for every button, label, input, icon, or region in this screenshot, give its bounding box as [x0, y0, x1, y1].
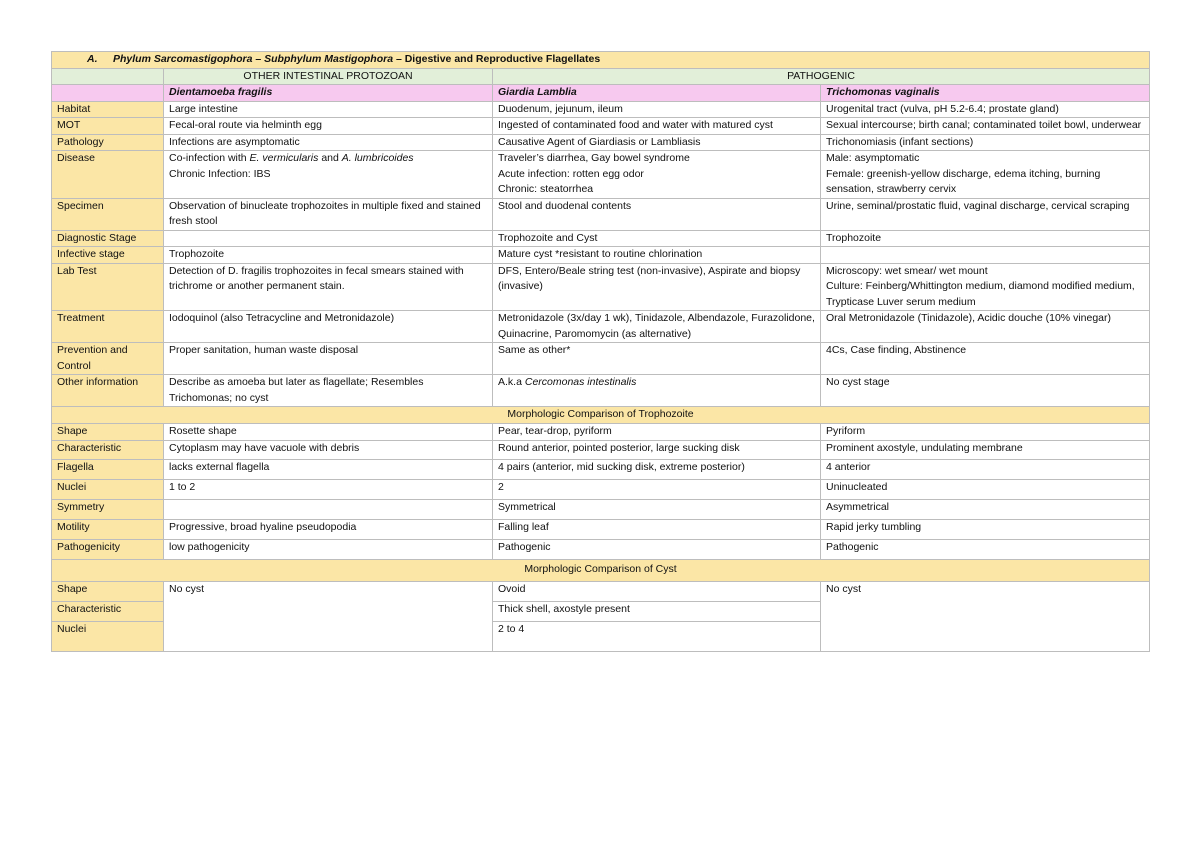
text-span: and	[318, 152, 342, 164]
table-row	[52, 459, 1150, 479]
cell-giardia	[493, 375, 821, 407]
row-label: Shape	[52, 423, 164, 440]
cell-giardia: Stool and duodenal contents	[493, 198, 821, 230]
table-row	[52, 539, 1150, 559]
cell-line: Traveler’s diarrhea, Gay bowel syndrome	[498, 152, 690, 164]
cell-trichomonas: Trichonomiasis (infant sections)	[821, 134, 1150, 151]
row-label: Infective stage	[52, 247, 164, 264]
row-label: Disease	[52, 151, 164, 199]
section-title-trophozoite: Morphologic Comparison of Trophozoite	[52, 407, 1150, 424]
cell-line: Female: greenish-yellow discharge, edema itching, burning sensation, strawberry cervix	[826, 167, 1101, 195]
group-pathogenic: PATHOGENIC	[493, 68, 1150, 85]
cell-giardia: Duodenum, jejunum, ileum	[493, 101, 821, 118]
cell-giardia: 2	[493, 479, 821, 499]
title-tail: Digestive and Reproductive Flagellates	[401, 53, 601, 65]
cell-dientamoeba: low pathogenicity	[164, 539, 493, 559]
cell-giardia: Pear, tear-drop, pyriform	[493, 423, 821, 440]
cell-giardia: Metronidazole (3x/day 1 wk), Tinidazole, Albendazole, Furazolidone, Quinacrine, Paromomycin (as alternative)	[493, 311, 821, 343]
cell-giardia: Ingested of contaminated food and water with matured cyst	[493, 118, 821, 135]
table-row	[52, 423, 1150, 440]
cell-line: Acute infection: rotten egg odor	[498, 167, 644, 180]
cell-dientamoeba: Detection of D. fragilis trophozoites in fecal smears stained with trichrome or another permanent stain.	[164, 263, 493, 311]
cell-dientamoeba: Iodoquinol (also Tetracycline and Metronidazole)	[164, 311, 493, 343]
cell-trichomonas: 4 anterior	[821, 459, 1150, 479]
table-title	[52, 52, 1150, 69]
group-other: OTHER INTESTINAL PROTOZOAN	[164, 68, 493, 85]
table-row	[52, 247, 1150, 264]
cell-dientamoeba	[164, 499, 493, 519]
cell-giardia: DFS, Entero/Beale string test (non-invasive), Aspirate and biopsy (invasive)	[493, 263, 821, 311]
cell-giardia	[493, 151, 821, 199]
table-row	[52, 581, 1150, 601]
flagellates-table	[51, 51, 1150, 652]
organism-dientamoeba: Dientamoeba fragilis	[164, 85, 493, 102]
cell-line: Chronic: steatorrhea	[498, 183, 594, 195]
table-row	[52, 479, 1150, 499]
cell-dientamoeba: Fecal-oral route via helminth egg	[164, 118, 493, 135]
cell-trichomonas	[821, 263, 1150, 311]
row-label: MOT	[52, 118, 164, 135]
row-label: Diagnostic Stage	[52, 230, 164, 247]
row-label: Specimen	[52, 198, 164, 230]
cell-dientamoeba	[164, 230, 493, 247]
cell-dientamoeba: Proper sanitation, human waste disposal	[164, 343, 493, 375]
table-row	[52, 151, 1150, 199]
section-row	[52, 559, 1150, 581]
table-row	[52, 499, 1150, 519]
cell-giardia: Mature cyst *resistant to routine chlorination	[493, 247, 821, 264]
cell-giardia: 2 to 4	[493, 621, 821, 651]
cell-dientamoeba: Progressive, broad hyaline pseudopodia	[164, 519, 493, 539]
cell-dientamoeba: lacks external flagella	[164, 459, 493, 479]
group-row	[52, 68, 1150, 85]
organism-trichomonas: Trichomonas vaginalis	[821, 85, 1150, 102]
row-label: Motility	[52, 519, 164, 539]
empty-cell	[52, 85, 164, 102]
section-row	[52, 407, 1150, 424]
cell-dientamoeba: Cytoplasm may have vacuole with debris	[164, 440, 493, 459]
cell-dientamoeba: Large intestine	[164, 101, 493, 118]
table-row	[52, 440, 1150, 459]
row-label: Habitat	[52, 101, 164, 118]
cell-line: Male: asymptomatic	[826, 152, 920, 164]
cell-trichomonas: No cyst	[821, 581, 1150, 651]
row-label: Characteristic	[52, 601, 164, 621]
cell-dientamoeba: Describe as amoeba but later as flagellate; Resembles Trichomonas; no cyst	[164, 375, 493, 407]
cell-trichomonas: Prominent axostyle, undulating membrane	[821, 440, 1150, 459]
row-label: Pathogenicity	[52, 539, 164, 559]
table-row	[52, 198, 1150, 230]
row-label: Pathology	[52, 134, 164, 151]
title-letter: A.	[87, 53, 98, 65]
cell-dientamoeba: 1 to 2	[164, 479, 493, 499]
cell-line: Chronic Infection: IBS	[169, 167, 271, 180]
table-row	[52, 519, 1150, 539]
table-row	[52, 134, 1150, 151]
cell-trichomonas	[821, 247, 1150, 264]
text-span: Cercomonas intestinalis	[524, 376, 637, 388]
table-row	[52, 263, 1150, 311]
cell-giardia: Same as other*	[493, 343, 821, 375]
cell-giardia: 4 pairs (anterior, mid sucking disk, extreme posterior)	[493, 459, 821, 479]
row-label: Lab Test	[52, 263, 164, 311]
cell-giardia: Pathogenic	[493, 539, 821, 559]
cell-trichomonas: 4Cs, Case finding, Abstinence	[821, 343, 1150, 375]
cell-trichomonas	[821, 151, 1150, 199]
table-row	[52, 311, 1150, 343]
cell-dientamoeba: No cyst	[164, 581, 493, 651]
empty-cell	[52, 68, 164, 85]
text-span: E. vermicularis	[249, 152, 319, 164]
cell-dientamoeba: Observation of binucleate trophozoites in multiple fixed and stained fresh stool	[164, 198, 493, 230]
row-label: Nuclei	[52, 621, 164, 651]
text-span: A. lumbricoides	[341, 152, 414, 164]
cell-giardia: Falling leaf	[493, 519, 821, 539]
table-row	[52, 101, 1150, 118]
cell-dientamoeba	[164, 151, 493, 199]
cell-dientamoeba: Rosette shape	[164, 423, 493, 440]
cell-trichomonas: Urine, seminal/prostatic fluid, vaginal discharge, cervical scraping	[821, 198, 1150, 230]
cell-trichomonas: Trophozoite	[821, 230, 1150, 247]
organism-giardia: Giardia Lamblia	[493, 85, 821, 102]
cell-giardia: Thick shell, axostyle present	[493, 601, 821, 621]
cell-giardia: Causative Agent of Giardiasis or Lambliasis	[493, 134, 821, 151]
cell-trichomonas: Oral Metronidazole (Tinidazole), Acidic douche (10% vinegar)	[821, 311, 1150, 343]
row-label: Characteristic	[52, 440, 164, 459]
cell-trichomonas: Pyriform	[821, 423, 1150, 440]
table-row	[52, 230, 1150, 247]
table-row	[52, 118, 1150, 135]
cell-trichomonas: Asymmetrical	[821, 499, 1150, 519]
cell-trichomonas: Sexual intercourse; birth canal; contaminated toilet bowl, underwear	[821, 118, 1150, 135]
cell-dientamoeba: Trophozoite	[164, 247, 493, 264]
cell-trichomonas: Rapid jerky tumbling	[821, 519, 1150, 539]
table-row	[52, 375, 1150, 407]
row-label: Shape	[52, 581, 164, 601]
row-label: Other information	[52, 375, 164, 407]
organism-row	[52, 85, 1150, 102]
row-label: Nuclei	[52, 479, 164, 499]
cell-giardia: Round anterior, pointed posterior, large sucking disk	[493, 440, 821, 459]
row-label: Flagella	[52, 459, 164, 479]
cell-giardia: Ovoid	[493, 581, 821, 601]
cell-trichomonas: Pathogenic	[821, 539, 1150, 559]
section-title-cyst: Morphologic Comparison of Cyst	[52, 559, 1150, 581]
cell-line: Microscopy: wet smear/ wet mount	[826, 264, 988, 277]
cell-trichomonas: No cyst stage	[821, 375, 1150, 407]
title-row	[52, 52, 1150, 69]
row-label: Treatment	[52, 311, 164, 343]
cell-trichomonas: Urogenital tract (vulva, pH 5.2-6.4; prostate gland)	[821, 101, 1150, 118]
cell-line: Culture: Feinberg/Whittington medium, diamond modified medium, Trypticase Luver serum medium	[826, 280, 1135, 308]
row-label: Prevention and Control	[52, 343, 164, 375]
text-span: Co-infection with	[169, 152, 250, 164]
cell-dientamoeba: Infections are asymptomatic	[164, 134, 493, 151]
text-span: A.k.a	[498, 376, 525, 388]
cell-line	[169, 151, 487, 167]
title-main: Phylum Sarcomastigophora – Subphylum Mastigophora –	[113, 53, 402, 65]
cell-trichomonas: Uninucleated	[821, 479, 1150, 499]
table-row	[52, 343, 1150, 375]
cell-giardia: Symmetrical	[493, 499, 821, 519]
cell-giardia: Trophozoite and Cyst	[493, 230, 821, 247]
row-label: Symmetry	[52, 499, 164, 519]
